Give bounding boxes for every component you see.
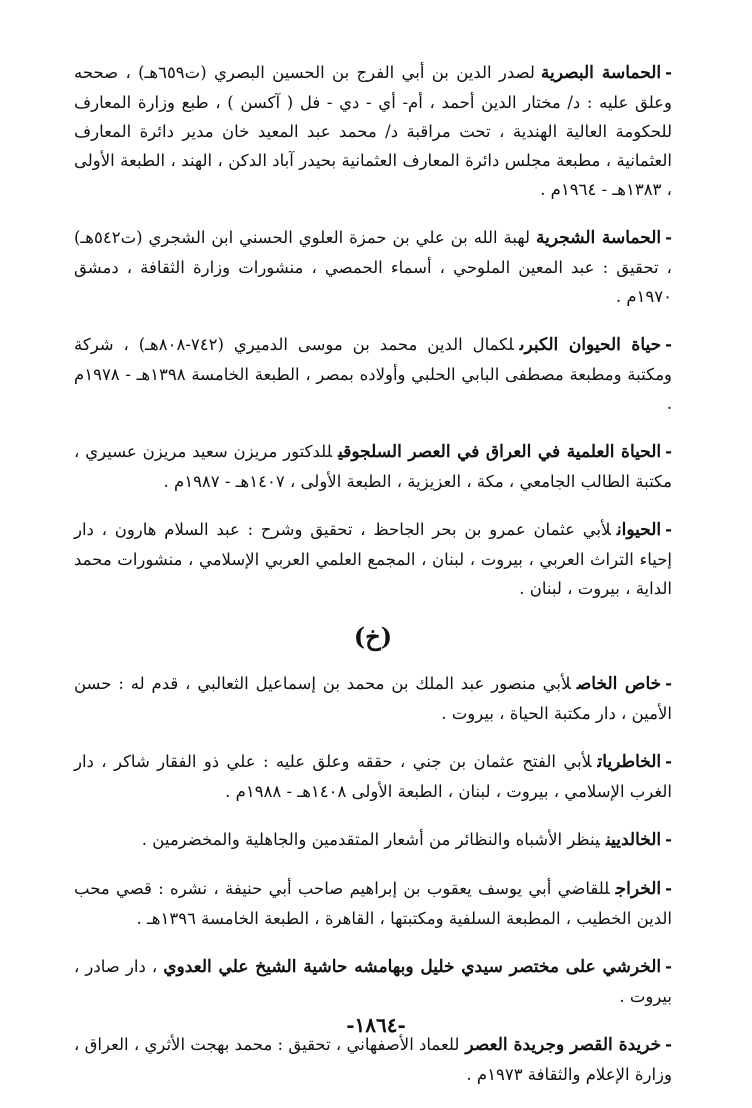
entry-text: للقاضي أبي يوسف يعقوب بن إبراهيم صاحب أبي حنيفة ، نشره : قصي محب الدين الخطيب ، المطبعة السلفية ومكتبتها ، القاهرة ، الطبعة الخامسة ١٣٩٦هـ . (74, 879, 672, 928)
bibliography-entry (74, 874, 672, 933)
entry-dash: - (665, 63, 672, 82)
entry-dash: - (665, 335, 672, 354)
entry-text: لأبي الفتح عثمان بن جني ، حققه وعلق عليه : علي ذو الفقار شاكر ، دار الغرب الإسلامي ، بيروت ، لبنان ، الطبعة الأولى ١٤٠٨هـ - ١٩٨٨م . (74, 752, 672, 801)
bibliography-page (74, 58, 672, 1108)
entry-text: لهبة الله بن علي بن حمزة العلوي الحسني ابن الشجري (ت٥٤٢هـ) ، تحقيق : عبد المعين الملوحي ، أسماء الحمصي ، منشورات وزارة الثقافة ، دمشق ١٩٧٠م . (74, 228, 672, 306)
bibliography-entry (74, 669, 672, 728)
entry-title: حياة الحيوان الكبرى (519, 335, 662, 355)
entry-title: الخاطريات (597, 752, 662, 772)
entry-title: خريدة القصر وجريدة العصر (465, 1035, 662, 1055)
entry-dash: - (665, 228, 672, 247)
entry-dash: - (665, 520, 672, 539)
bibliography-entry (74, 330, 672, 418)
page-number: -١٨٦٤- (346, 1013, 406, 1037)
entries-top (74, 58, 672, 603)
entry-text: للعماد الأصفهاني ، تحقيق : محمد بهجت الأثري ، العراق ، وزارة الإعلام والثقافة ١٩٧٣م . (74, 1035, 672, 1084)
entry-title: الخالديين (605, 830, 662, 850)
entry-text: لأبي عثمان عمرو بن بحر الجاحظ ، تحقيق وشرح : عبد السلام هارون ، دار إحياء التراث العربي ، بيروت ، لبنان ، المجمع العلمي العربي الإسلامي ، منشورات محمد الداية ، بيروت ، لبنان . (74, 520, 672, 598)
bibliography-entry (74, 825, 672, 855)
entry-dash: - (665, 830, 672, 849)
entry-text: لكمال الدين محمد بن موسى الدميري (٧٤٢-٨٠٨هـ) ، شركة ومكتبة ومطبعة مصطفى البابي الحلبي وأولاده بمصر ، الطبعة الخامسة ١٣٩٨هـ - ١٩٧٨م . (74, 335, 672, 413)
entry-title: الخرشي على مختصر سيدي خليل وبهامشه حاشية الشيخ علي العدوي (163, 957, 662, 977)
bibliography-entry (74, 437, 672, 496)
entry-dash: - (665, 1035, 672, 1054)
entry-title: الحماسة الشجرية (536, 228, 662, 248)
entry-text: ، دار صادر ، بيروت . (74, 957, 672, 1006)
bibliography-entry (74, 58, 672, 204)
entry-title: الحيوان (616, 520, 662, 540)
entry-text: ينظر الأشباه والنظائر من أشعار المتقدمين والجاهلية والمخضرمين . (141, 830, 600, 849)
letter-heading: (خ) (353, 622, 393, 651)
entry-text: للدكتور مريزن سعيد مريزن عسيري ، مكتبة الطالب الجامعي ، مكة ، العزيزية ، الطبعة الأولى ، ١٤٠٧هـ - ١٩٨٧م . (74, 442, 672, 491)
bibliography-entry (74, 952, 672, 1011)
entry-dash: - (665, 674, 673, 693)
bibliography-entry (74, 747, 672, 806)
entry-dash: - (665, 957, 672, 976)
entry-dash: - (665, 442, 672, 461)
entry-title: الحياة العلمية في العراق في العصر السلجوقي (338, 442, 662, 462)
entry-dash: - (665, 752, 672, 771)
bibliography-entry (74, 515, 672, 603)
entry-text: لصدر الدين بن أبي الفرج بن الحسين البصري (ت٦٥٩هـ) ، صححه وعلق عليه : د/ مختار الدين أحمد ، أم- أي - دي - فل ( آكسن ) ، طبع وزارة المعارف للحكومة العالية الهندية ، تحت مراقبة د/ محمد عبد المعيد خان مدير دائرة المعارف العثمانية ، مطبعة مجلس دائرة المعارف العثمانية بحيدر آباد الدكن ، الهند ، الطبعة الأولى ، ١٣٨٣هـ - ١٩٦٤م . (74, 63, 672, 199)
bibliography-entry (74, 223, 672, 311)
entry-text: لأبي منصور عبد الملك بن محمد بن إسماعيل الثعالبي ، قدم له : حسن الأمين ، دار مكتبة الحياة ، بيروت . (74, 674, 672, 723)
entry-title: خاص الخاص (576, 674, 662, 694)
entry-title: الحماسة البصرية (540, 63, 662, 83)
entry-dash: - (665, 879, 672, 898)
bibliography-entry (74, 1030, 672, 1089)
entry-title: الخراج (615, 879, 662, 899)
